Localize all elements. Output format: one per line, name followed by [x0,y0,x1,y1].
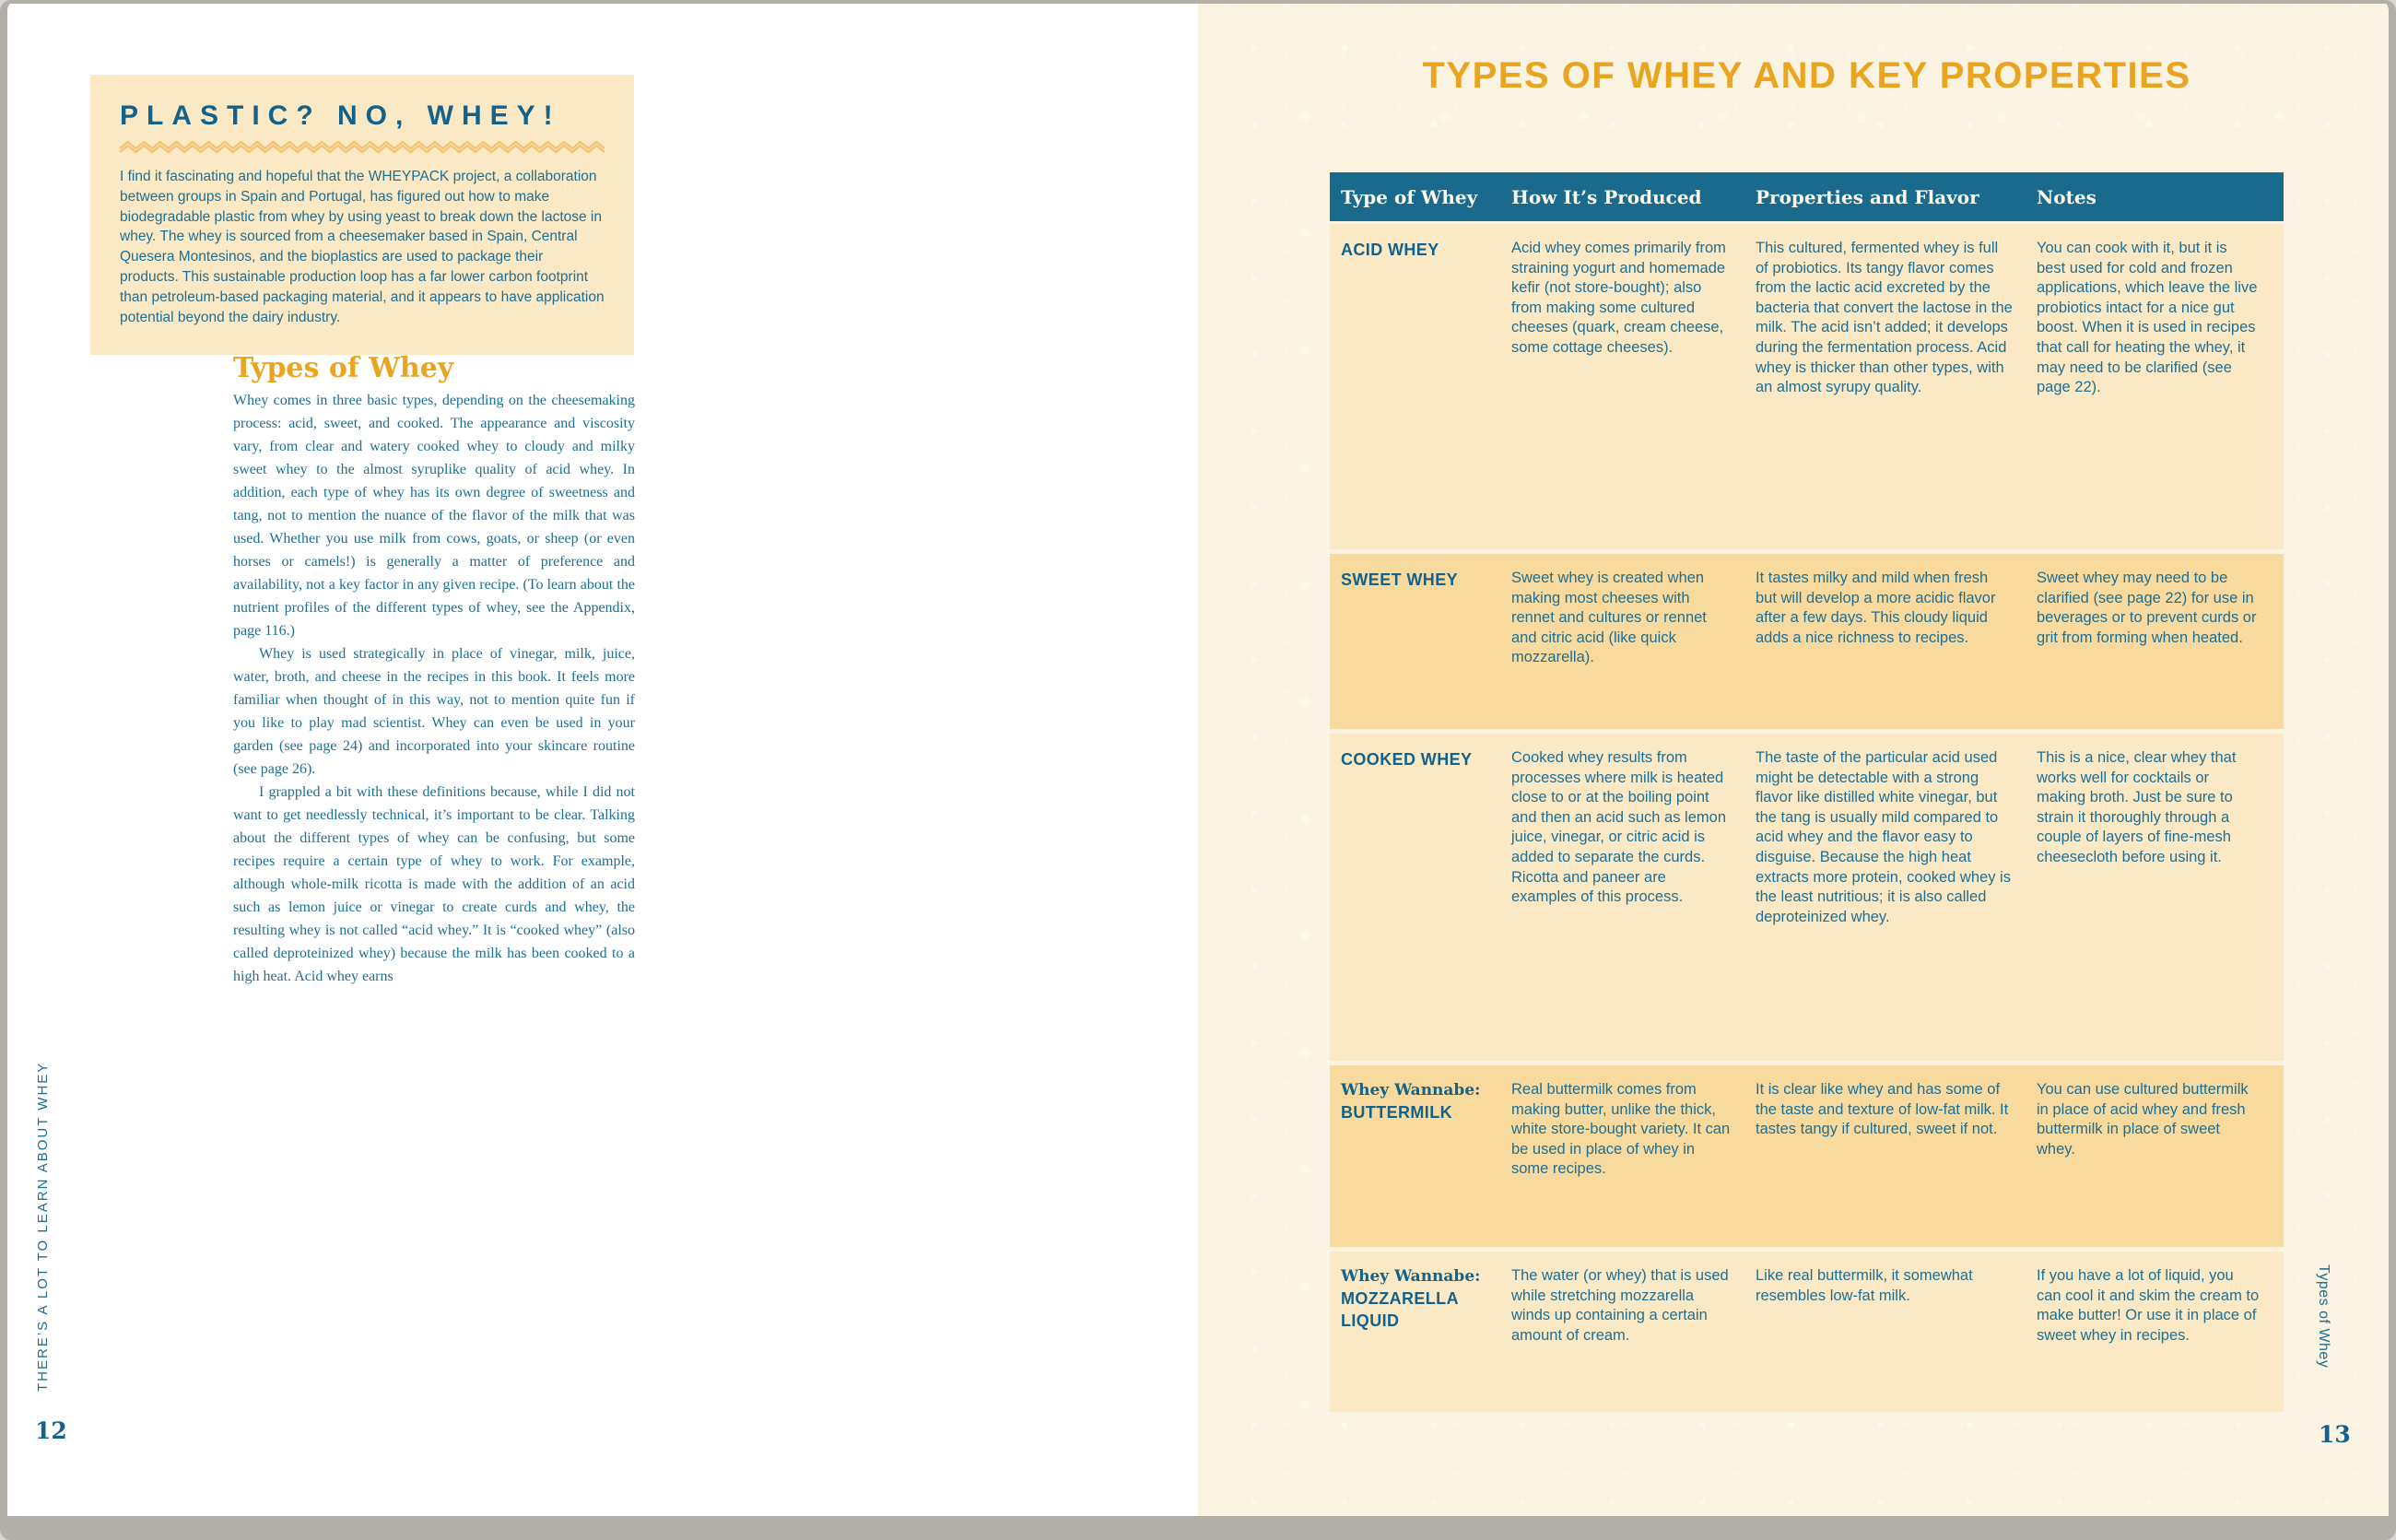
table-row-cooked-whey [1330,734,2284,1061]
left-page [7,4,1198,1516]
column-header-produced: How It’s Produced [1511,185,1702,208]
cell-properties: The taste of the particular acid used might be detectable with a strong flavor like distilled white vinegar, but the tang is usually mild compared to acid whey and the flavor easy to disguise. Because the high heat extracts more protein, cooked whey is the least nutritious; it is also called deproteinized whey. [1756,749,2011,925]
section-sidebar-label: Types of Whey [2316,1264,2331,1369]
cell-properties: This cultured, fermented whey is full of probiotics. Its tangy flavor comes from the lactic acid excreted by the bacteria that convert the lactose in the milk. The acid isn’t added; it develops during the fermentation process. Acid whey is thicker than other types, with an almost syrupy quality. [1756,240,2013,396]
cell-notes: You can cook with it, but it is best used for cold and frozen applications, which leave the live probiotics intact for a nice gut boost. When it is used in recipes that call for heating the whey, it may need to be clarified (see page 22). [2037,240,2258,396]
cell-produced: The water (or whey) that is used while stretching mozzarella winds up containing a certain amount of cream. [1511,1267,1729,1344]
body-paragraph: Whey is used strategically in place of vinegar, milk, juice, water, broth, and cheese in the recipes in this book. It feels more familiar when thought of in this way, not to mention quite fun if you like to play mad scientist. Whey can even be used in your garden (see page 24) and incorporated into your skincare routine (see page 26). [233,646,635,777]
cell-produced: Real buttermilk comes from making butter, unlike the thick, white store-bought variety. It can be used in place of whey in some recipes. [1511,1081,1731,1178]
section-body [233,389,635,988]
type-prefix: Whey Wannabe: [1341,1267,1481,1286]
cell-type [1330,224,1511,549]
cell-properties: It is clear like whey and has some of the taste and texture of low-fat milk. It tastes tangy if cultured, sweet if not. [1756,1081,2009,1138]
cell-type [1330,554,1511,729]
cell-produced: Sweet whey is created when making most cheeses with rennet and cultures or rennet and citric acid (like quick mozzarella). [1511,570,1707,666]
type-name: BUTTERMILK [1341,1103,1452,1122]
table-header-row [1330,172,2284,221]
callout-box [90,75,634,355]
type-name: SWEET WHEY [1341,570,1459,589]
page-number-right: 13 [2319,1421,2351,1448]
right-page [1198,4,2389,1516]
type-name: MOZZARELLA LIQUID [1341,1289,1459,1330]
cell-notes: You can use cultured buttermilk in place of acid whey and fresh buttermilk in place of sweet whey. [2037,1081,2249,1158]
body-paragraph: Whey comes in three basic types, depending on the cheesemaking process: acid, sweet, and cooked. The appearance and viscosity vary, from clear and watery cooked whey to cloudy and milky sweet whey to the almost syruplike quality of acid whey. In addition, each type of whey has its own degree of sweetness and tang, not to mention the nuance of the flavor of the milk that was used. Whether you use milk from cows, goats, or sheep (or even horses or camels!) is generally a matter of preference and availability, not a key factor in any given recipe. (To learn about the nutrient profiles of the different types of whey, see the Appendix, page 116.) [233,393,635,639]
cell-produced: Cooked whey results from processes where milk is heated close to or at the boiling point and then an acid such as lemon juice, vinegar, or citric acid is added to separate the curds. Ricotta and paneer are examples of this process. [1511,749,1726,906]
column-header-notes: Notes [2037,185,2096,208]
cell-notes: Sweet whey may need to be clarified (see page 22) for use in beverages or to prevent curds or grit from forming when heated. [2037,570,2257,646]
table-row-mozzarella-liquid [1330,1252,2284,1412]
chapter-sidebar-label: THERE’S A LOT TO LEARN ABOUT WHEY [35,1061,51,1392]
cell-type [1330,734,1511,1061]
cell-notes: This is a nice, clear whey that works well for cocktails or making broth. Just be sure to strain it thoroughly through a couple of layers of fine-mesh cheesecloth before using it. [2037,749,2237,865]
type-name: ACID WHEY [1341,241,1439,259]
type-prefix: Whey Wannabe: [1341,1081,1481,1099]
table-title: TYPES OF WHEY AND KEY PROPERTIES [1422,55,2191,96]
cell-notes: If you have a lot of liquid, you can cool it and skim the cream to make butter! Or use it in place of sweet whey in recipes. [2037,1267,2260,1344]
wavy-divider-icon [120,139,605,156]
table-row-sweet-whey [1330,554,2284,729]
table-row-acid-whey [1330,224,2284,549]
section-heading: Types of Whey [233,352,454,384]
table-row-buttermilk [1330,1065,2284,1247]
cell-properties: It tastes milky and mild when fresh but will develop a more acidic flavor after a few days. This cloudy liquid adds a nice richness to recipes. [1756,570,1996,646]
type-name: COOKED WHEY [1341,750,1473,769]
cell-properties: Like real buttermilk, it somewhat resembles low-fat milk. [1756,1267,1973,1304]
cell-type [1330,1252,1511,1412]
column-header-properties: Properties and Flavor [1756,185,1979,208]
whey-table [1330,172,2284,1417]
cell-type [1330,1065,1511,1247]
cell-produced: Acid whey comes primarily from straining yogurt and homemade kefir (not store-bought); also from making some cultured cheeses (quark, cream cheese, some cottage cheeses). [1511,240,1726,356]
callout-body: I find it fascinating and hopeful that the WHEYPACK project, a collaboration between groups in Spain and Portugal, has figured out how to make biodegradable plastic from whey by using yeast to break down the lactose in whey. The whey is sourced from a cheesemaker based in Spain, Central Quesera Montesinos, and the bioplastics are used to package their products. This sustainable production loop has a far lower carbon footprint than petroleum-based packaging material, and it appears to have application potential beyond the dairy industry. [120,169,605,325]
page-number-left: 12 [35,1417,67,1444]
callout-title: PLASTIC? NO, WHEY! [120,100,561,131]
body-paragraph: I grappled a bit with these definitions because, while I did not want to get needlessly technical, it’s important to be clear. Talking about the different types of whey can be confusing, but some recipes require a certain type of whey to work. For example, although whole-milk ricotta is made with the addition of an acid such as lemon juice or vinegar to create curds and whey, the resulting whey is not called “acid whey.” It is “cooked whey” (also called deproteinized whey) because the milk has been cooked to a high heat. Acid whey earns [233,784,635,984]
column-header-type: Type of Whey [1341,185,1478,208]
